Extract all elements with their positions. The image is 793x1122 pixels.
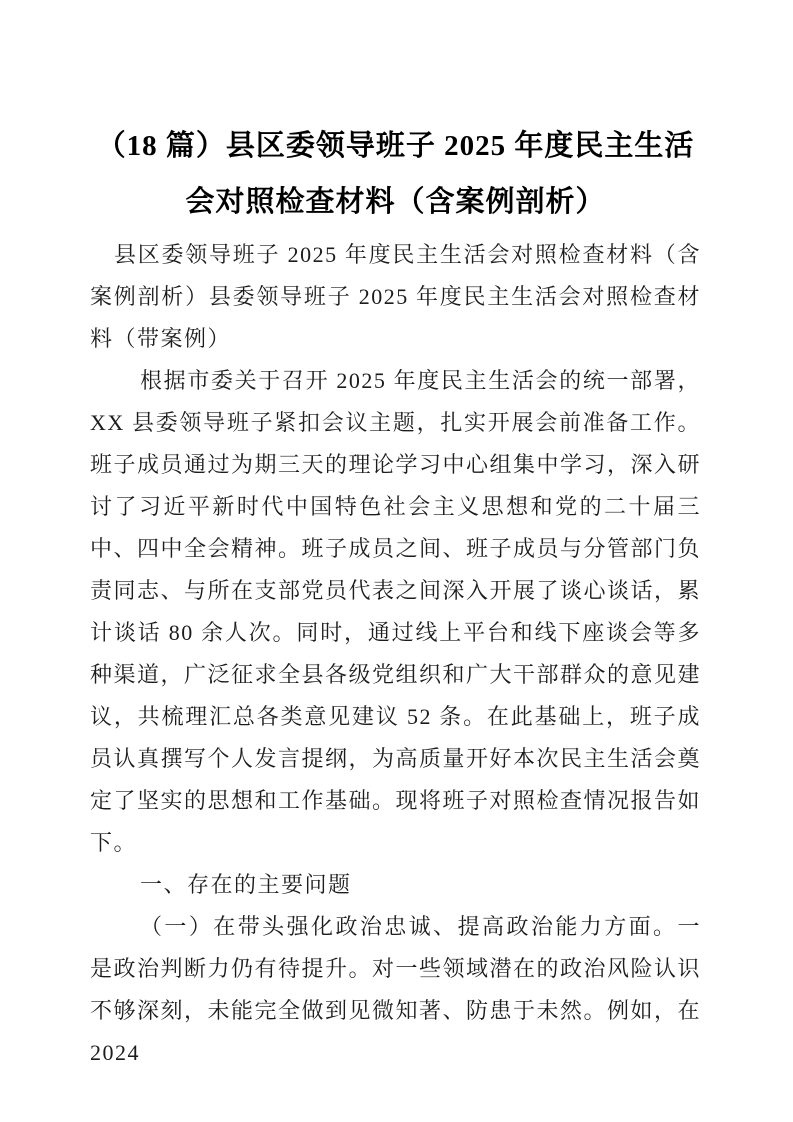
- paragraph: 县区委领导班子 2025 年度民主生活会对照检查材料（含案例剖析）县委领导班子 2025 年度民主生活会对照检查材料（带案例）: [90, 242, 701, 351]
- paragraph: （一）在带头强化政治忠诚、提高政治能力方面。一是政治判断力仍有待提升。对一些领域潜在的政治风险认识不够深刻，未能完全做到见微知著、防患于未然。例如，在 2024: [90, 914, 702, 1065]
- document-title: （18 篇）县区委领导班子 2025 年度民主生活会对照检查材料（含案例剖析）: [96, 130, 695, 218]
- paragraph: 一、存在的主要问题: [140, 872, 352, 897]
- paragraph: 根据市委关于召开 2025 年度民主生活会的统一部署，XX 县委领导班子紧扣会议主题，扎实开展会前准备工作。班子成员通过为期三天的理论学习中心组集中学习，深入研讨了习近平新时代中国特色社会主义思想和党的二十届三中、四中全会精神。班子成员之间、班子成员与分管部门负责同志、与所在支部党员代表之间深入开展了谈心谈话，累计谈话 80 余人次。同时，通过线上平台和线下座谈会等多种渠道，广泛征求全县各级党组织和广大干部群众的意见建议，共梳理汇总各类意见建议 52 条。在此基础上，班子成员认真撰写个人发言提纲，为高质量开好本次民主生活会奠定了坚实的思想和工作基础。现将班子对照检查情况报告如下。: [90, 368, 702, 855]
- document-body: [90, 234, 701, 1074]
